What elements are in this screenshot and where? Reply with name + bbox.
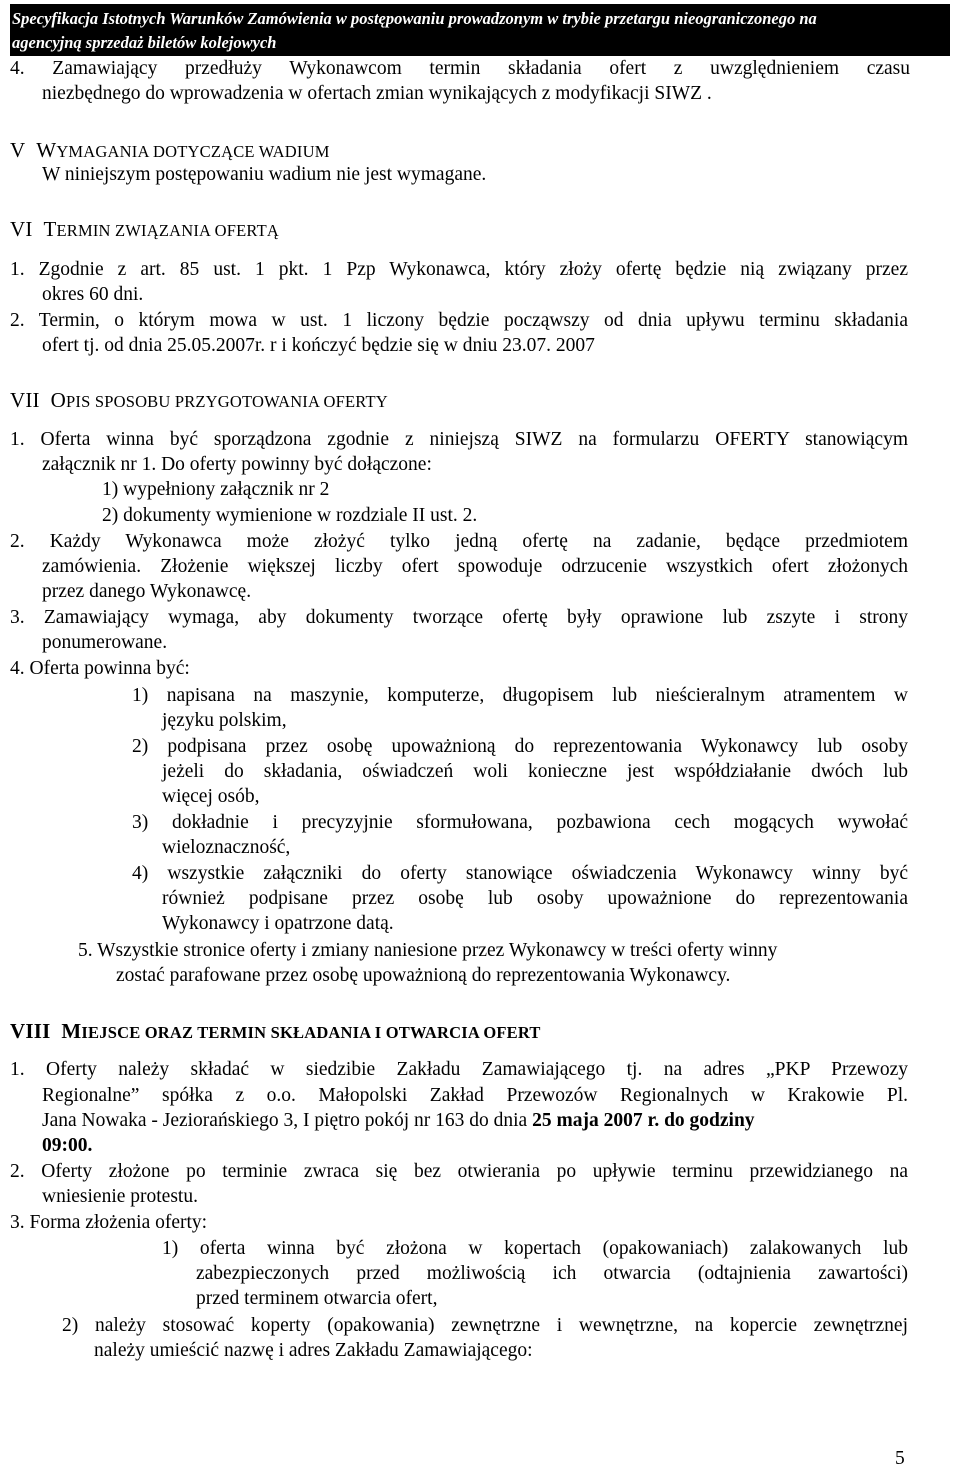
deadline-time: 09:00. [42,1135,93,1156]
page-number: 5 [895,1448,905,1469]
paragraph-line: 2. Każdy Wykonawca może złożyć tylko jedną ofertę na zadanie, będące przedmiotem [10,531,908,552]
paragraph-line: ofert tj. od dnia 25.05.2007r. r i kończyć będzie się w dniu 23.07. 2007 [42,335,595,356]
header-line-2: agencyjną sprzedaż biletów kolejowych [12,33,277,52]
paragraph-line: W niniejszym postępowaniu wadium nie jest wymagane. [42,164,487,185]
section-number: VI [10,217,33,241]
list-item: 2) należy stosować koperty (opakowania) zewnętrzne i wewnętrzne, na kopercie zewnętrznej [62,1315,908,1336]
paragraph-line [42,1109,755,1133]
list-item: więcej osób, [162,786,260,807]
list-item: 1) oferta winna być złożona w kopertach (opakowaniach) zalakowanych lub [162,1238,908,1259]
paragraph-line: zostać parafowane przez osobę upoważnioną do reprezentowania Wykonawcy. [116,965,731,986]
section-number: V [10,138,26,162]
paragraph-line [42,1134,92,1158]
list-item: wieloznaczność, [162,837,291,858]
section-heading-vi [10,217,279,243]
heading-initial: M [61,1019,82,1043]
section-heading-viii [10,1019,541,1045]
heading-initial: W [36,138,57,162]
document-header [10,4,950,56]
paragraph-line: 4. Oferta powinna być: [10,658,190,679]
section-number: VII [10,388,40,412]
list-item: języku polskim, [162,710,287,731]
heading-initial: T [43,217,57,241]
list-item: jeżeli do składania, oświadczeń woli konieczne jest współdziałanie dwóch lub [162,761,908,782]
paragraph-line: 1. Oferty należy składać w siedzibie Zakładu Zamawiającego tj. na adres „PKP Przewozy [10,1059,908,1080]
paragraph-line: niezbędnego do wprowadzenia w ofertach zmian wynikających z modyfikacji SIWZ . [42,83,712,104]
list-item: 2) podpisana przez osobę upoważnioną do reprezentowania Wykonawcy lub osoby [132,736,908,757]
paragraph-line: 3. Forma złożenia oferty: [10,1212,208,1233]
list-item: 3) dokładnie i precyzyjnie sformułowana, pozbawiona cech mogących wywołać [132,812,908,833]
list-item: również podpisane przez osobę lub osoby upoważnione do reprezentowania [162,888,908,909]
paragraph-line: ponumerowane. [42,632,168,653]
text-run: Jana Nowaka - Jeziorańskiego 3, I piętro pokój nr 163 do dnia [42,1110,528,1131]
heading-rest: PIS SPOSOBU PRZYGOTOWANIA OFERTY [66,392,388,411]
paragraph-line: zamówienia. Złożenie większej liczby ofert spowoduje odrzucenie wszystkich ofert złożonych [42,556,908,577]
deadline-date: 25 maja 2007 r. do godziny [532,1110,755,1131]
section-number: VIII [10,1019,51,1043]
paragraph-line: 5. Wszystkie stronice oferty i zmiany naniesione przez Wykonawcy w treści oferty winny [78,940,778,961]
paragraph-line: 1. Zgodnie z art. 85 ust. 1 pkt. 1 Pzp Wykonawca, który złoży ofertę będzie nią związany przez [10,259,908,280]
paragraph-line: 3. Zamawiający wymaga, aby dokumenty tworzące ofertę były oprawione lub zszyte i strony [10,607,908,628]
list-item: zabezpieczonych przed możliwością ich otwarcia (odtajnienia zawartości) [196,1263,908,1284]
header-line-1: Specyfikacja Istotnych Warunków Zamówienia w postępowaniu prowadzonym w trybie przetargu nieograniczonego na [12,9,817,28]
heading-rest: IEJSCE ORAZ TERMIN SKŁADANIA I OTWARCIA OFERT [81,1023,541,1042]
list-item: należy umieścić nazwę i adres Zakładu Zamawiającego: [94,1340,533,1361]
paragraph-line: 1. Oferta winna być sporządzona zgodnie z niniejszą SIWZ na formularzu OFERTY stanowiącym [10,429,908,450]
list-item: 1) wypełniony załącznik nr 2 [102,479,330,500]
paragraph-line: okres 60 dni. [42,284,144,305]
paragraph-line: 2. Termin, o którym mowa w ust. 1 liczony będzie począwszy od dnia upływu terminu składania [10,310,908,331]
list-item: 1) napisana na maszynie, komputerze, długopisem lub nieścieralnym atramentem w [132,685,908,706]
list-item: Wykonawcy i opatrzone datą. [162,913,394,934]
list-item: 4) wszystkie załączniki do oferty stanowiące oświadczenia Wykonawcy winny być [132,863,908,884]
list-item: 2) dokumenty wymienione w rozdziale II ust. 2. [102,505,478,526]
paragraph-line: 2. Oferty złożone po terminie zwraca się bez otwierania po upływie terminu przewidzianego na [10,1161,908,1182]
heading-rest: YMAGANIA DOTYCZĄCE WADIUM [56,142,330,161]
paragraph-line: 4. Zamawiający przedłuży Wykonawcom termin składania ofert z uwzględnieniem czasu [10,58,910,79]
paragraph-line: Regionalne” spółka z o.o. Małopolski Zakład Przewozów Regionalnych w Krakowie Pl. [42,1085,908,1106]
paragraph-line: wniesienie protestu. [42,1186,198,1207]
list-item: przed terminem otwarcia ofert, [196,1288,438,1309]
section-heading-vii [10,388,388,414]
paragraph-line: przez danego Wykonawcę. [42,581,252,602]
paragraph-line: załącznik nr 1. Do oferty powinny być dołączone: [42,454,432,475]
section-heading-v [10,138,330,164]
heading-initial: O [50,388,67,412]
heading-rest: ERMIN ZWIĄZANIA OFERTĄ [56,221,279,240]
